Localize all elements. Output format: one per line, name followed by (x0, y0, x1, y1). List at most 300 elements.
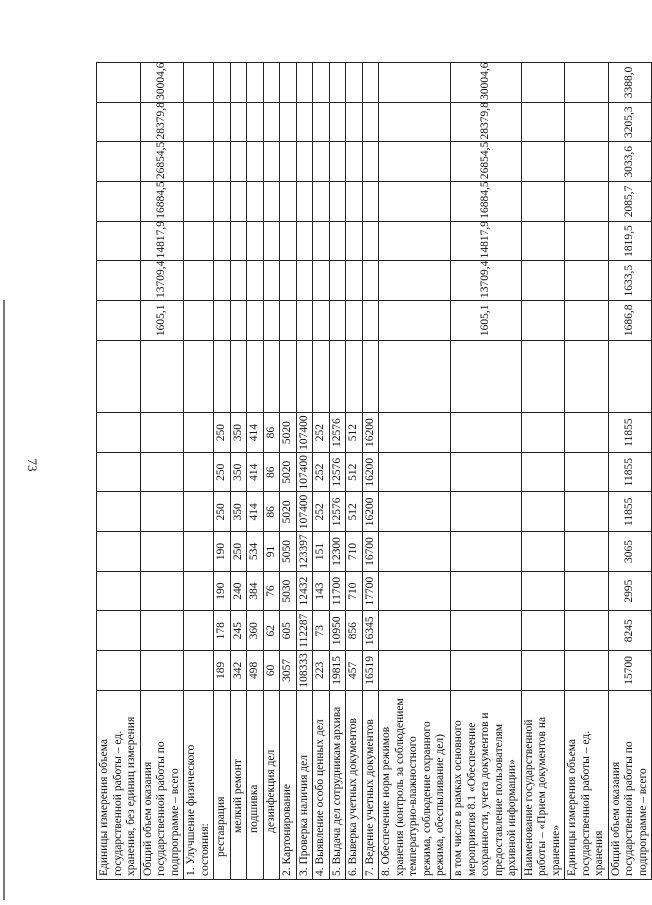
table-cell: 12576 (329, 452, 346, 492)
table-cell: 5020 (280, 492, 297, 532)
table-cell: 3205,3 (608, 102, 652, 142)
table-cell: 342 (230, 651, 247, 691)
table-cell (329, 63, 346, 103)
table-cell (247, 102, 264, 142)
table-cell (97, 413, 141, 453)
table-cell: 76 (263, 571, 280, 611)
table-cell (184, 492, 214, 532)
table-cell (379, 492, 451, 532)
table-cell: 60 (263, 651, 280, 691)
table-cell: 5050 (280, 532, 297, 572)
table-cell: 107400 (296, 492, 313, 532)
table-cell (214, 221, 231, 261)
table-cell: 250 (230, 532, 247, 572)
table-cell (565, 63, 609, 103)
table-cell (184, 532, 214, 572)
table-cell: 3065 (608, 532, 652, 572)
table-cell (313, 63, 330, 103)
table-cell (565, 492, 609, 532)
table-cell (521, 142, 565, 182)
table-cell: 350 (230, 492, 247, 532)
table-cell: 1633,5 (608, 261, 652, 301)
table-cell (451, 611, 522, 651)
table-cell (346, 63, 363, 103)
table-cell (296, 102, 313, 142)
table-cell (565, 611, 609, 651)
table-cell: 414 (247, 452, 264, 492)
table-cell: 250 (214, 413, 231, 453)
table-cell (329, 340, 346, 413)
table-cell: 16200 (362, 413, 379, 453)
table-cell (263, 182, 280, 222)
table-cell (565, 182, 609, 222)
table-cell (346, 261, 363, 301)
table-cell: 107400 (296, 413, 313, 453)
table-cell (280, 102, 297, 142)
table-cell (521, 452, 565, 492)
row-label: 5. Выдача дел сотрудникам архива (329, 690, 346, 879)
table-cell: 12432 (296, 571, 313, 611)
table-row (140, 63, 184, 880)
table-cell: 108333 (296, 651, 313, 691)
table-cell: 223 (313, 651, 330, 691)
table-cell: 190 (214, 571, 231, 611)
table-cell (362, 142, 379, 182)
table-cell (521, 102, 565, 142)
table-cell (97, 452, 141, 492)
table-cell: 512 (346, 452, 363, 492)
table-cell: 28379,8 (451, 102, 522, 142)
table-cell (329, 182, 346, 222)
table-cell (313, 182, 330, 222)
table-cell: 86 (263, 492, 280, 532)
table-cell: 13709,4 (140, 261, 184, 301)
table-cell (97, 532, 141, 572)
table-cell: 107400 (296, 452, 313, 492)
table-cell: 19815 (329, 651, 346, 691)
table-cell: 26854,5 (451, 142, 522, 182)
table-cell: 1819,5 (608, 221, 652, 261)
table-cell (184, 651, 214, 691)
table-cell (313, 261, 330, 301)
table-cell (97, 261, 141, 301)
table-cell: 384 (247, 571, 264, 611)
table-cell (184, 102, 214, 142)
table-cell (184, 571, 214, 611)
table-cell (280, 63, 297, 103)
table-cell: 457 (346, 651, 363, 691)
table-cell (230, 142, 247, 182)
table-cell: 26854,5 (140, 142, 184, 182)
table-row (184, 63, 214, 880)
table-cell (214, 340, 231, 413)
table-cell (184, 221, 214, 261)
table-cell (184, 300, 214, 340)
table-cell (230, 63, 247, 103)
table-cell (379, 300, 451, 340)
scan-edge-line (3, 300, 5, 900)
table-cell (184, 340, 214, 413)
table-cell: 710 (346, 532, 363, 572)
table-cell (346, 142, 363, 182)
table-cell (362, 340, 379, 413)
table-cell: 14817,9 (451, 221, 522, 261)
table-cell: 5030 (280, 571, 297, 611)
table-cell: 1605,1 (140, 300, 184, 340)
table-row (451, 63, 522, 880)
table-cell (214, 261, 231, 301)
row-label: 1. Улучшение физического состояния: (184, 690, 214, 879)
table-cell (379, 340, 451, 413)
table-cell (565, 300, 609, 340)
table-cell (214, 63, 231, 103)
table-row (230, 63, 247, 880)
table-cell (379, 261, 451, 301)
table-cell: 5020 (280, 452, 297, 492)
table-cell: 250 (214, 452, 231, 492)
table-cell: 73 (313, 611, 330, 651)
table-cell (362, 182, 379, 222)
table-cell (97, 300, 141, 340)
table-cell (247, 261, 264, 301)
table-cell (379, 452, 451, 492)
table-cell (280, 300, 297, 340)
table-cell: 12300 (329, 532, 346, 572)
table-cell (329, 142, 346, 182)
table-cell (451, 651, 522, 691)
table-cell: 414 (247, 413, 264, 453)
table-cell: 30004,6 (140, 63, 184, 103)
table-row (97, 63, 141, 880)
table-row (608, 63, 652, 880)
table-cell (184, 611, 214, 651)
table-cell (565, 221, 609, 261)
table-row (263, 63, 280, 880)
table-cell: 16519 (362, 651, 379, 691)
table-cell (263, 300, 280, 340)
table-cell (280, 261, 297, 301)
table-cell (379, 63, 451, 103)
table-cell: 1605,1 (451, 300, 522, 340)
row-label: Общий объем оказания государственной работы по подпрограмме – всего (140, 690, 184, 879)
table-cell (97, 571, 141, 611)
row-label: дезинфекция дел (263, 690, 280, 879)
table-cell (184, 63, 214, 103)
row-label: 2. Картонирование (280, 690, 297, 879)
table-cell (346, 102, 363, 142)
table-cell (97, 142, 141, 182)
table-cell (313, 300, 330, 340)
table-cell: 3388,0 (608, 63, 652, 103)
table-cell (379, 413, 451, 453)
table-cell (451, 452, 522, 492)
table-cell: 16884,5 (451, 182, 522, 222)
table-cell (280, 221, 297, 261)
table-cell (565, 261, 609, 301)
table-cell: 62 (263, 611, 280, 651)
table-cell: 350 (230, 452, 247, 492)
table-cell: 856 (346, 611, 363, 651)
table-cell: 189 (214, 651, 231, 691)
table-cell (379, 651, 451, 691)
table-row (346, 63, 363, 880)
table-cell (451, 340, 522, 413)
table-cell: 11700 (329, 571, 346, 611)
table-cell: 30004,6 (451, 63, 522, 103)
table-cell: 190 (214, 532, 231, 572)
table-cell (329, 221, 346, 261)
table-cell: 17700 (362, 571, 379, 611)
table-cell (565, 102, 609, 142)
table-cell: 16200 (362, 492, 379, 532)
table-cell (263, 340, 280, 413)
table-cell (521, 221, 565, 261)
table-row (565, 63, 609, 880)
table-cell (362, 221, 379, 261)
table-cell: 2995 (608, 571, 652, 611)
row-label: в том числе в рамках основного мероприятия 8.1 «Обеспечение сохранности, учета документов и предоставление пользователям архивной информации» (451, 690, 522, 879)
row-label: Общий объем оказания государственной работы по подпрограмме – всего (608, 690, 652, 879)
table-cell (379, 532, 451, 572)
row-label: мелкий ремонт (230, 690, 247, 879)
table-cell: 16200 (362, 452, 379, 492)
table-cell: 16345 (362, 611, 379, 651)
table-cell: 498 (247, 651, 264, 691)
table-cell (214, 300, 231, 340)
table-cell (140, 413, 184, 453)
table-cell (97, 611, 141, 651)
table-cell: 1686,8 (608, 300, 652, 340)
table-cell (379, 571, 451, 611)
table-cell (97, 182, 141, 222)
table-row (521, 63, 565, 880)
table-cell (97, 492, 141, 532)
table-cell (296, 300, 313, 340)
table-cell: 86 (263, 452, 280, 492)
table-cell (521, 340, 565, 413)
row-label: реставрация (214, 690, 231, 879)
table-cell (140, 611, 184, 651)
table-cell: 414 (247, 492, 264, 532)
page-number: 73 (25, 458, 40, 472)
table-cell (263, 63, 280, 103)
table-cell (263, 102, 280, 142)
table-cell (346, 300, 363, 340)
table-cell: 252 (313, 413, 330, 453)
table-cell (230, 102, 247, 142)
table-cell (247, 182, 264, 222)
row-label: 7. Ведение учетных документов (362, 690, 379, 879)
table-cell (313, 221, 330, 261)
table-cell: 91 (263, 532, 280, 572)
table-cell (247, 63, 264, 103)
table-cell (565, 340, 609, 413)
table-cell (521, 261, 565, 301)
row-label: 6. Выверка учетных документов (346, 690, 363, 879)
table-cell (379, 182, 451, 222)
table-cell (247, 340, 264, 413)
table-cell (362, 300, 379, 340)
table-cell (521, 571, 565, 611)
table-cell (521, 63, 565, 103)
table-cell (451, 532, 522, 572)
table-cell (379, 221, 451, 261)
table-cell: 240 (230, 571, 247, 611)
table-cell (379, 611, 451, 651)
table-cell: 13709,4 (451, 261, 522, 301)
table-cell (565, 452, 609, 492)
table-cell (313, 142, 330, 182)
table-cell: 710 (346, 571, 363, 611)
rotated-table-container (96, 62, 649, 880)
table-cell (565, 571, 609, 611)
table-cell: 151 (313, 532, 330, 572)
table-cell (184, 182, 214, 222)
table-row (313, 63, 330, 880)
table-cell (521, 532, 565, 572)
row-label: подшивка (247, 690, 264, 879)
table-cell (313, 340, 330, 413)
row-label: Единицы измерения объема государственной работы – ед. хранения, без единиц измерения (97, 690, 141, 879)
table-cell: 10950 (329, 611, 346, 651)
table-cell: 86 (263, 413, 280, 453)
table-cell: 143 (313, 571, 330, 611)
table-cell: 5020 (280, 413, 297, 453)
table-cell: 12576 (329, 492, 346, 532)
table-cell (184, 261, 214, 301)
table-cell (451, 571, 522, 611)
table-cell: 11855 (608, 413, 652, 453)
table-cell (329, 261, 346, 301)
table-cell (247, 221, 264, 261)
table-cell: 252 (313, 452, 330, 492)
table-cell (280, 182, 297, 222)
table-cell (521, 611, 565, 651)
table-cell: 350 (230, 413, 247, 453)
table-row (379, 63, 451, 880)
data-table (96, 62, 652, 880)
table-cell: 11855 (608, 492, 652, 532)
table-cell (565, 413, 609, 453)
table-cell: 8245 (608, 611, 652, 651)
table-cell (379, 142, 451, 182)
table-cell (565, 142, 609, 182)
table-cell (97, 340, 141, 413)
row-label: Наименование государственной работы – «Прием документов на хранение» (521, 690, 565, 879)
row-label: 4. Выявление особо ценных дел (313, 690, 330, 879)
table-cell: 3033,6 (608, 142, 652, 182)
table-cell (565, 651, 609, 691)
table-cell (608, 340, 652, 413)
table-cell (296, 182, 313, 222)
table-cell (296, 261, 313, 301)
table-cell (97, 651, 141, 691)
table-cell: 14817,9 (140, 221, 184, 261)
table-cell (140, 492, 184, 532)
table-cell: 12576 (329, 413, 346, 453)
table-row (214, 63, 231, 880)
table-cell: 512 (346, 492, 363, 532)
table-cell (296, 63, 313, 103)
table-cell (230, 300, 247, 340)
row-label: Единицы измерения объема государственной работы – ед. хранения (565, 690, 609, 879)
table-cell (263, 221, 280, 261)
table-cell (521, 492, 565, 532)
table-cell (140, 532, 184, 572)
table-cell (184, 413, 214, 453)
table-cell: 16884,5 (140, 182, 184, 222)
table-cell (329, 300, 346, 340)
table-cell: 16700 (362, 532, 379, 572)
table-cell: 15700 (608, 651, 652, 691)
table-row (362, 63, 379, 880)
table-cell: 178 (214, 611, 231, 651)
table-cell (230, 340, 247, 413)
table-cell (97, 102, 141, 142)
table-cell (97, 221, 141, 261)
table-cell (140, 340, 184, 413)
table-cell (521, 413, 565, 453)
row-label: 3. Проверка наличия дел (296, 690, 313, 879)
table-cell (565, 532, 609, 572)
table-cell: 11855 (608, 452, 652, 492)
table-cell (230, 261, 247, 301)
table-cell: 250 (214, 492, 231, 532)
table-cell (379, 102, 451, 142)
table-cell (230, 221, 247, 261)
table-cell (296, 142, 313, 182)
table-cell (214, 102, 231, 142)
table-cell (346, 221, 363, 261)
table-cell: 112287 (296, 611, 313, 651)
table-cell (362, 63, 379, 103)
table-row (296, 63, 313, 880)
table-cell (214, 142, 231, 182)
table-row (280, 63, 297, 880)
table-cell (230, 182, 247, 222)
table-cell (451, 413, 522, 453)
table-cell (247, 300, 264, 340)
table-cell (97, 63, 141, 103)
table-row (329, 63, 346, 880)
table-cell (362, 261, 379, 301)
table-cell: 123397 (296, 532, 313, 572)
table-cell (296, 340, 313, 413)
table-cell (346, 340, 363, 413)
table-cell: 3057 (280, 651, 297, 691)
row-label: 8. Обеспечение норм режимов хранения (контроль за соблюдением температурно-влажностного режима, соблюдение охранного режима, обеспыливание дел) (379, 690, 451, 879)
table-cell: 534 (247, 532, 264, 572)
table-cell (521, 182, 565, 222)
table-cell (346, 182, 363, 222)
table-cell: 512 (346, 413, 363, 453)
table-cell (362, 102, 379, 142)
table-cell (263, 142, 280, 182)
table-cell (451, 492, 522, 532)
table-cell: 605 (280, 611, 297, 651)
table-cell (184, 142, 214, 182)
table-cell (247, 142, 264, 182)
table-cell (521, 651, 565, 691)
table-cell (184, 452, 214, 492)
table-cell (140, 651, 184, 691)
table-cell (280, 340, 297, 413)
table-cell (329, 102, 346, 142)
table-cell: 252 (313, 492, 330, 532)
table-cell: 2085,7 (608, 182, 652, 222)
table-cell: 28379,8 (140, 102, 184, 142)
table-cell (263, 261, 280, 301)
